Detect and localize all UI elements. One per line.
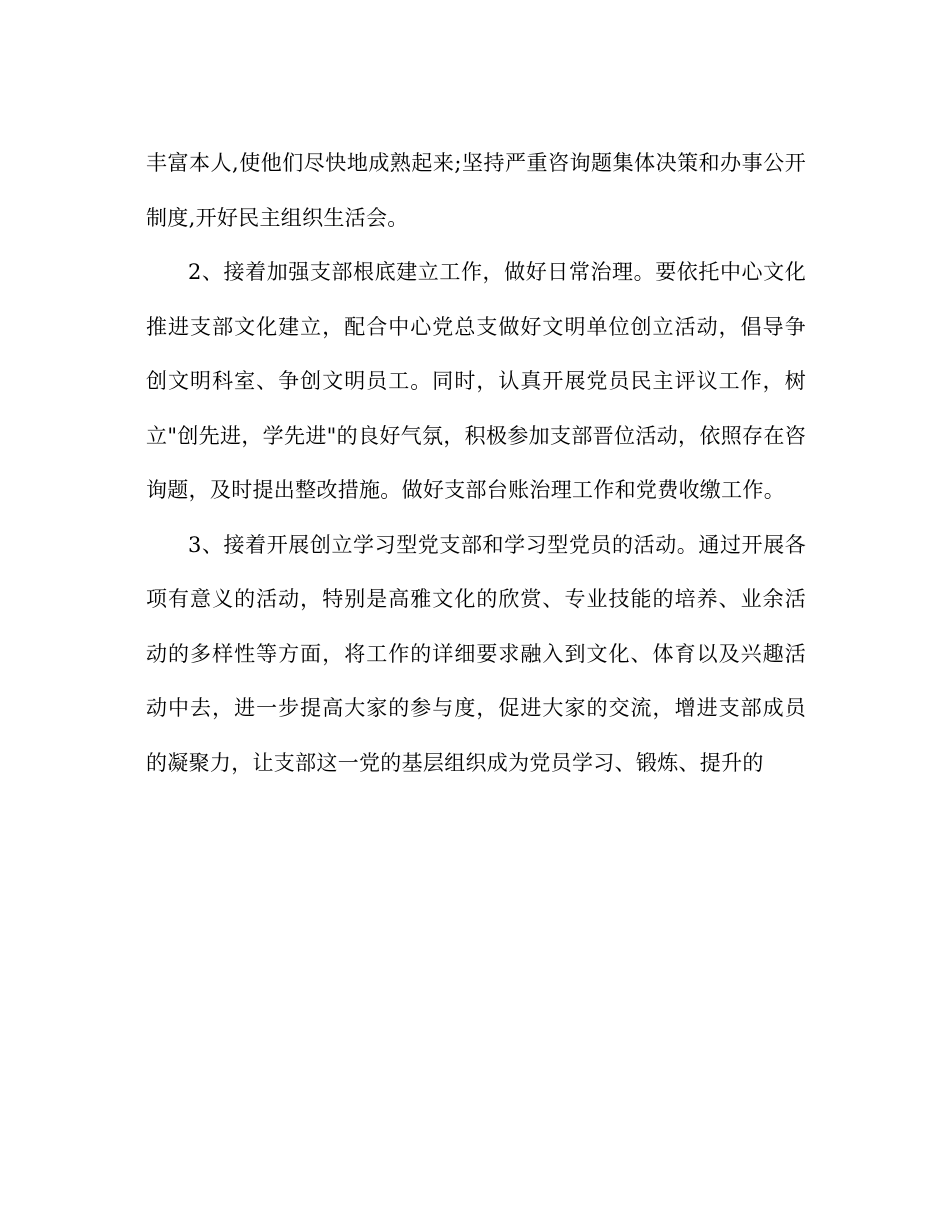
paragraph-2: 2、接着加强支部根底建立工作，做好日常治理。要依托中心文化推进支部文化建立，配合中心党总支做好文明单位创立活动，倡导争创文明科室、争创文明员工。同时，认真开展党员民主评议工作，树立"创先进，学先进"的良好气氛，积极参加支部晋位活动，依照存在咨询题，及时提出整改措施。做好支部台账治理工作和党费收缴工作。 <box>146 260 806 502</box>
document-body <box>146 136 806 790</box>
paragraph-3: 3、接着开展创立学习型党支部和学习型党员的活动。通过开展各项有意义的活动，特别是高雅文化的欣赏、专业技能的培养、业余活动的多样性等方面，将工作的详细要求融入到文化、体育以及兴趣活动中去，进一步提高大家的参与度，促进大家的交流，增进支部成员的凝聚力，让支部这一党的基层组织成为党员学习、锻炼、提升的 <box>146 532 806 775</box>
paragraph-1: 丰富本人,使他们尽快地成熟起来;坚持严重咨询题集体决策和办事公开制度,开好民主组织生活会。 <box>146 151 806 230</box>
